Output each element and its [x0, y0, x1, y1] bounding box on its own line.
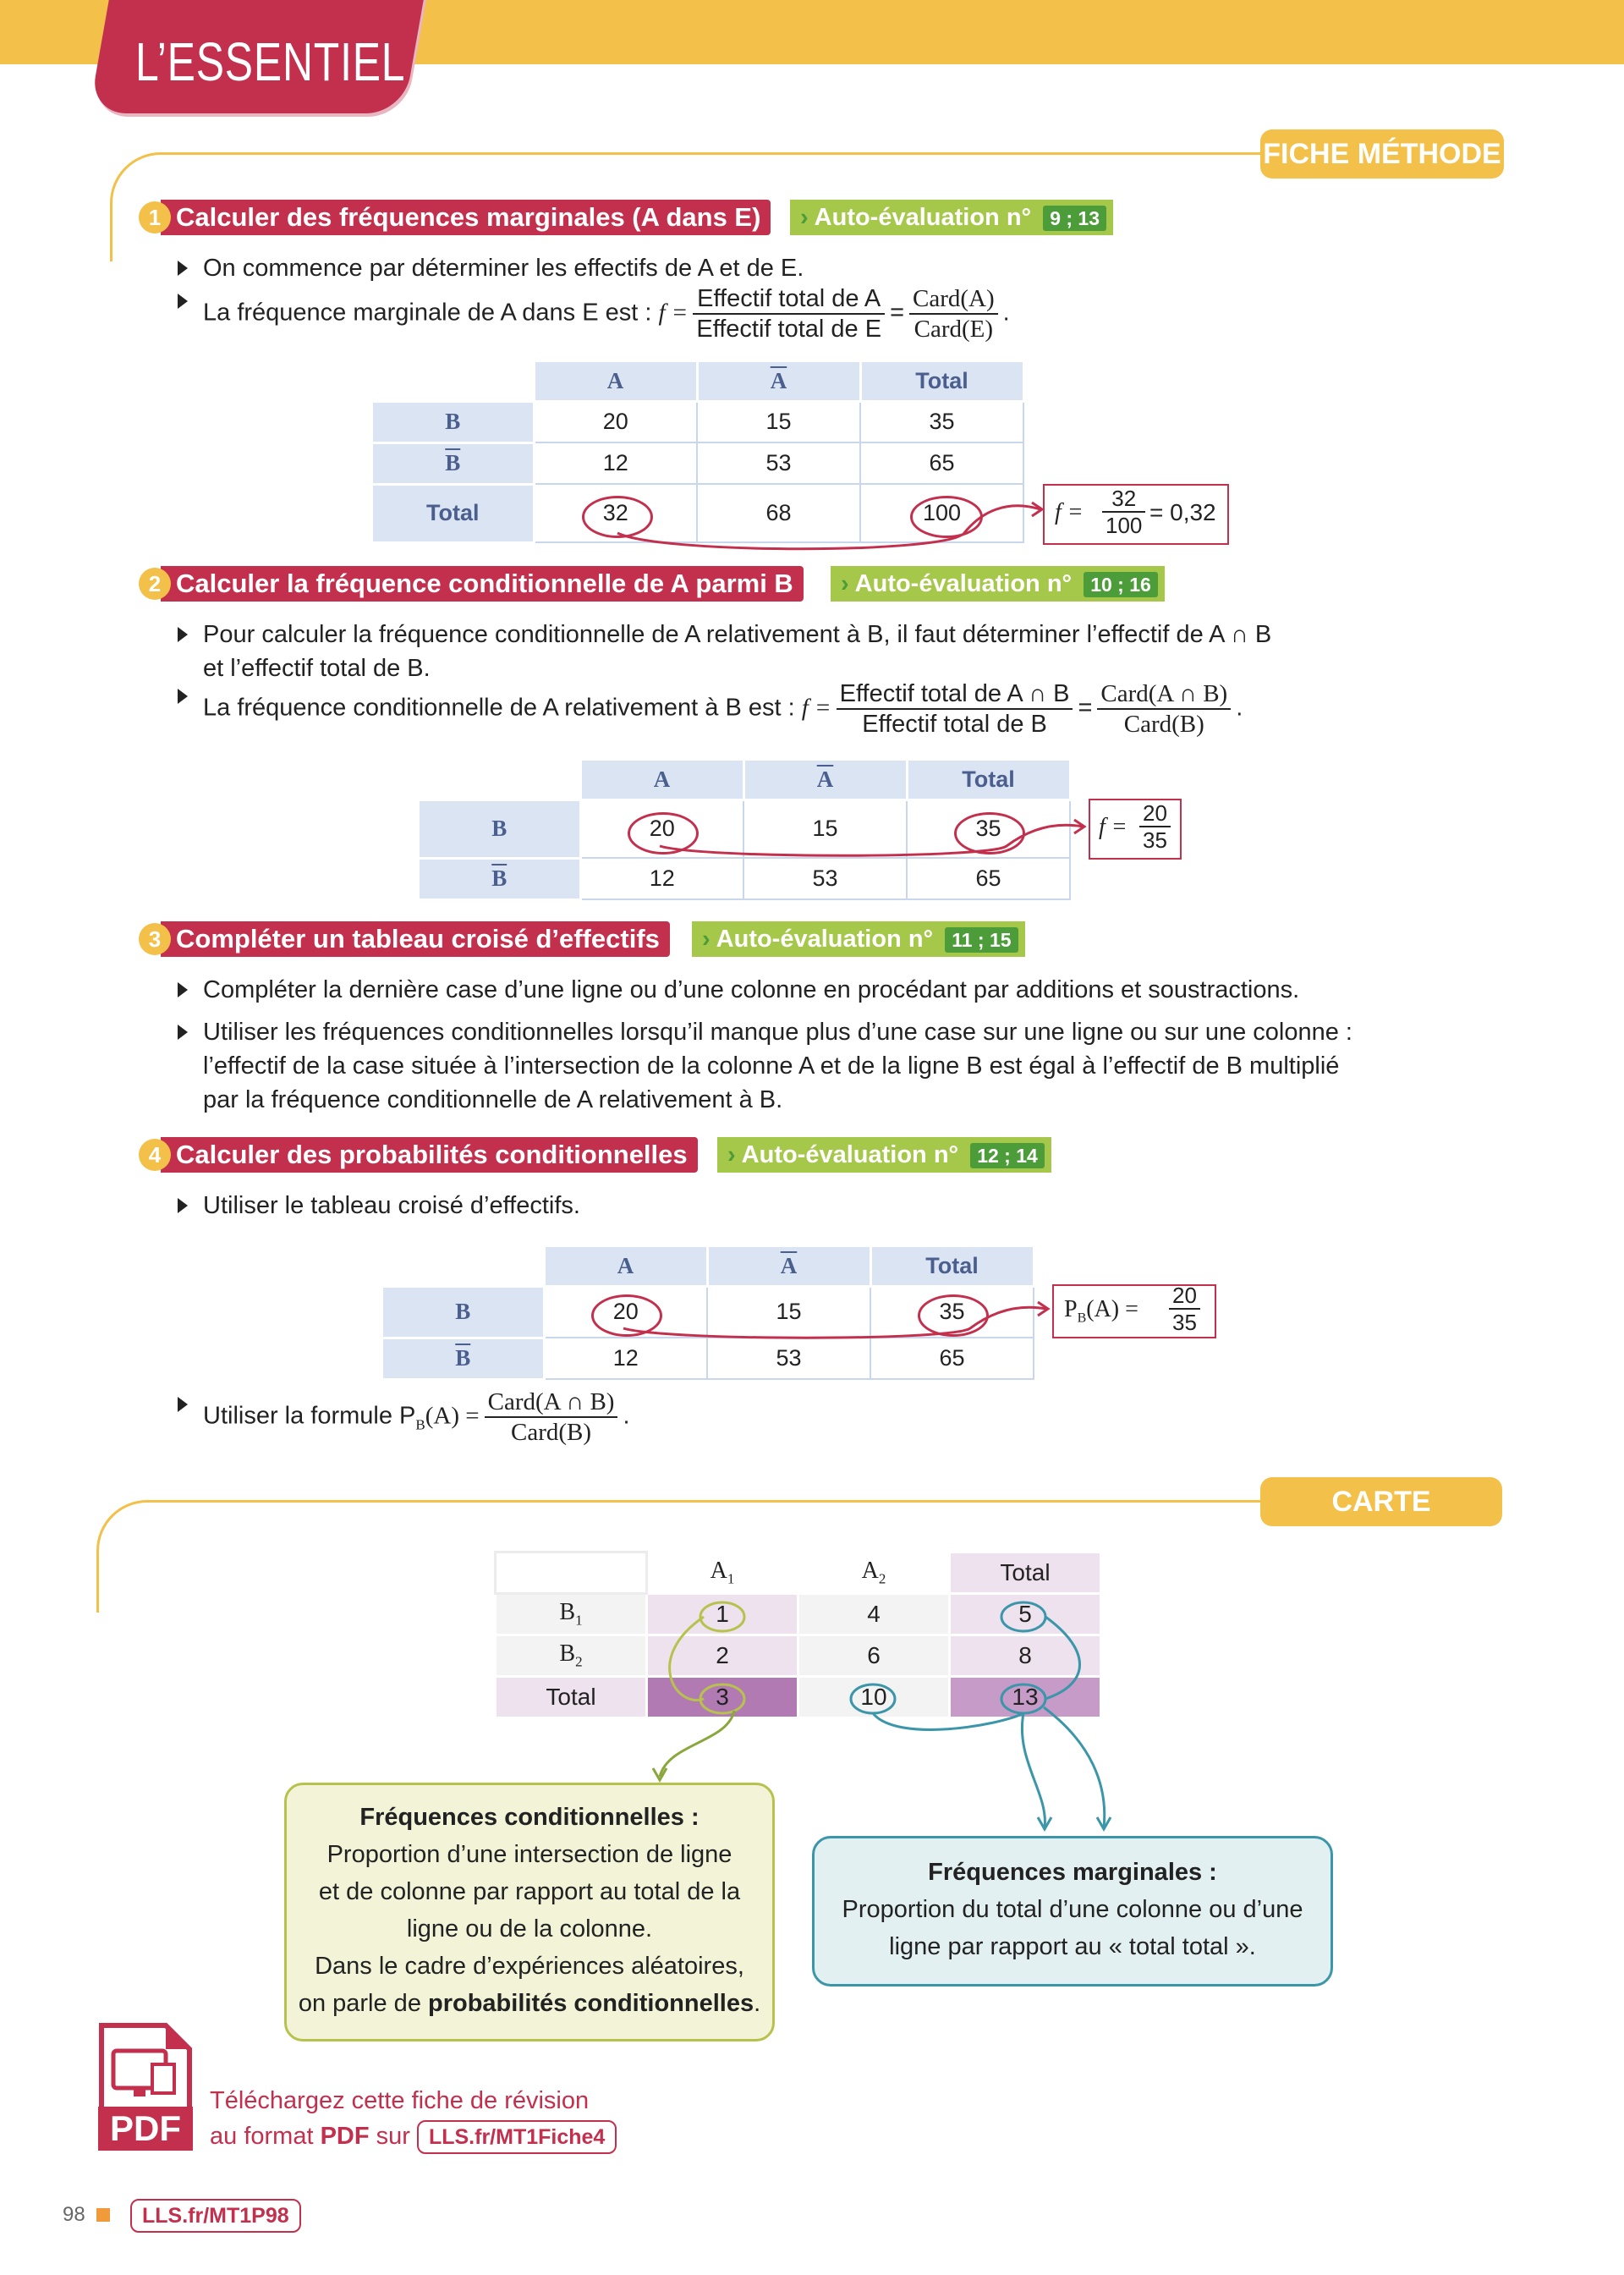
- cond-line: [287, 1985, 772, 2022]
- s2-frac-1-den: Effectif total de B: [862, 711, 1047, 738]
- mental-col-header: Total: [950, 1552, 1101, 1594]
- table-cell: 53: [707, 1338, 870, 1379]
- s1-bullet-2-text: La fréquence marginale de A dans E est :: [203, 299, 652, 327]
- s4-bullet-2-arg: (A) =: [425, 1402, 480, 1430]
- table-cell: 68: [697, 484, 860, 542]
- s1-frac-2-num: Card(A): [909, 284, 998, 315]
- pdf-line-2c: sur: [369, 2123, 410, 2150]
- chevron-right-icon: ›: [727, 1141, 736, 1168]
- footer-link[interactable]: LLS.fr/MT1P98: [130, 2199, 301, 2233]
- s1-res-den: 100: [1106, 513, 1143, 538]
- s2-bullet-1-line-2: et l’effectif total de B.: [203, 655, 431, 682]
- mental-row-sub: 1: [575, 1612, 583, 1629]
- s2-res-f: f =: [1099, 814, 1127, 840]
- s1-bullet-1: On commence par déterminer les effectifs de A et de E.: [203, 251, 804, 285]
- chevron-right-icon: ›: [702, 926, 710, 953]
- auto-eval-label: Auto-évaluation n°: [741, 1141, 959, 1168]
- mental-row-header: Total: [496, 1677, 647, 1718]
- pdf-icon-label: PDF: [110, 2108, 181, 2148]
- s3-bullet-1: Compléter la dernière case d’une ligne ou d’une colonne en procédant par additions et soustractions.: [203, 973, 1299, 1007]
- s4-bullet-2-sub: B: [415, 1416, 425, 1433]
- auto-eval-refs: 12 ; 14: [970, 1143, 1045, 1168]
- mental-col-sub: 1: [727, 1570, 735, 1587]
- cond-title: Fréquences conditionnelles :: [359, 1804, 700, 1831]
- table-cell: 15: [697, 401, 860, 442]
- col-header: Total: [870, 1246, 1034, 1287]
- col-header: $\overline{A}$: [743, 760, 907, 800]
- auto-eval-refs: 10 ; 16: [1084, 572, 1158, 597]
- table-cell: 65: [860, 442, 1023, 484]
- row-header: $\overline{B}$: [419, 858, 581, 899]
- s4-res-num: 20: [1169, 1283, 1200, 1310]
- s1-res-f: f =: [1055, 499, 1084, 525]
- table-cell: 53: [743, 858, 907, 899]
- page-number: 98: [63, 2203, 85, 2226]
- col-header: A: [580, 760, 743, 800]
- mental-cell: 13: [950, 1677, 1101, 1718]
- s3-bullet-2-line-1: Utiliser les fréquences conditionnelles lorsqu’il manque plus d’une case sur une ligne ou sur une colonne :: [203, 1019, 1352, 1046]
- section-3-number: 3: [139, 923, 171, 955]
- section-4-title: Calculer des probabilités conditionnelles: [161, 1137, 698, 1173]
- cond-line-5a: on parle de: [298, 1990, 428, 2017]
- s1-res-val: = 0,32: [1149, 499, 1216, 525]
- mental-cell: 1: [647, 1594, 798, 1635]
- carte-mentale-tag: CARTE MENTALE: [1260, 1477, 1502, 1526]
- table-cell: 65: [870, 1338, 1034, 1379]
- mental-col-sub: 2: [878, 1570, 886, 1587]
- s4-res-p-letter: P: [1064, 1296, 1078, 1322]
- s4-formula-num: Card(A ∩ B): [485, 1388, 618, 1418]
- auto-eval-label: Auto-évaluation n°: [716, 926, 934, 953]
- conditional-frequencies-bubble: [284, 1783, 775, 2041]
- s4-formula-den: Card(B): [511, 1419, 592, 1446]
- s2-frac-2-num: Card(A ∩ B): [1097, 679, 1231, 710]
- s2-bullet-2: La fréquence conditionnelle de A relativement à B est : f = $\frac{\text{Effectif total de A ∩ B}}{\text{Effectif total de B}}$ = $\frac{\text{Card(A ∩ B)}}{\text{Card(B)}}$ .: [203, 680, 1243, 738]
- col-header: Total: [860, 361, 1023, 402]
- s4-res-den: 35: [1172, 1310, 1197, 1335]
- pdf-link[interactable]: LLS.fr/MT1Fiche4: [417, 2120, 617, 2154]
- cond-line: ligne ou de la colonne.: [406, 1915, 653, 1943]
- mental-cell: 2: [647, 1635, 798, 1677]
- table-cell: 20: [580, 800, 743, 858]
- mental-col-header-label: A: [710, 1558, 727, 1585]
- table-cell: 15: [707, 1286, 870, 1338]
- s4-bullet-2-text: Utiliser la formule P: [203, 1402, 416, 1430]
- row-header: Total: [372, 484, 535, 542]
- auto-eval-label: Auto-évaluation n°: [814, 204, 1032, 231]
- cond-line-5c: .: [754, 1990, 761, 2017]
- mental-cell: 4: [798, 1594, 950, 1635]
- table-cell: 35: [907, 800, 1070, 858]
- table-cell: 12: [580, 858, 743, 899]
- s1-res-num: 32: [1102, 486, 1145, 513]
- chevron-right-icon: ›: [841, 570, 849, 597]
- table-cell: 15: [743, 800, 907, 858]
- table-cell: 35: [860, 401, 1023, 442]
- auto-eval-refs: 9 ; 13: [1043, 206, 1106, 231]
- col-header: Total: [907, 760, 1070, 800]
- mental-row-header-label: B: [559, 1599, 576, 1626]
- cond-line: Dans le cadre d’expériences aléatoires,: [315, 1953, 744, 1980]
- marginal-frequencies-bubble: [812, 1836, 1333, 1987]
- s4-res-sub: B: [1077, 1311, 1087, 1326]
- s1-bullet-2: La fréquence marginale de A dans E est : f = $\frac{\text{Effectif total de A}}{\text{Effectif total de E}}$ = $\frac{\text{Card(A)}}{\text{Card(E)}}$ .: [203, 285, 1010, 343]
- fiche-methode-tag: FICHE MÉTHODE: [1260, 129, 1504, 179]
- pdf-file-icon[interactable]: [98, 2022, 193, 2151]
- row-header: B: [372, 401, 535, 442]
- s2-bullet-2-text: La fréquence conditionnelle de A relativement à B est :: [203, 694, 795, 722]
- s2-frac-2-den: Card(B): [1123, 711, 1204, 738]
- section-4-number: 4: [139, 1139, 171, 1171]
- mental-cell: 3: [647, 1677, 798, 1718]
- table-cell: 32: [534, 484, 697, 542]
- table-cell: 100: [860, 484, 1023, 542]
- table-cell: 20: [544, 1286, 707, 1338]
- row-header: $\overline{B}$: [372, 442, 535, 484]
- pdf-line-2a: au format: [210, 2123, 321, 2150]
- pdf-line-2: [210, 2118, 617, 2154]
- col-header: A: [544, 1246, 707, 1287]
- s1-frac-1-num: Effectif total de A: [693, 284, 885, 315]
- chevron-right-icon: ›: [800, 204, 809, 231]
- page-title: L’ESSENTIEL: [135, 31, 406, 92]
- table-cell: 53: [697, 442, 860, 484]
- table-cell: 12: [544, 1338, 707, 1379]
- cond-line-5b: probabilités conditionnelles: [428, 1990, 754, 2017]
- marg-line: Proportion du total d’une colonne ou d’une: [842, 1896, 1303, 1923]
- table-cell: 35: [870, 1286, 1034, 1338]
- footer-square-icon: [96, 2208, 110, 2222]
- cond-line: et de colonne par rapport au total de la: [318, 1878, 741, 1905]
- section-2-title: Calculer la fréquence conditionnelle de A parmi B: [161, 566, 804, 602]
- s4-res-arg: (A) =: [1086, 1296, 1138, 1322]
- section-3-title: Compléter un tableau croisé d’effectifs: [161, 921, 670, 957]
- mental-cell: 8: [950, 1635, 1101, 1677]
- s4-bullet-1: Utiliser le tableau croisé d’effectifs.: [203, 1189, 580, 1223]
- mental-cell: 10: [798, 1677, 950, 1718]
- section-1-number: 1: [139, 201, 171, 234]
- s1-f: f =: [658, 299, 689, 327]
- pdf-download-text: [210, 2083, 617, 2154]
- section-1-title: Calculer des fréquences marginales (A dans E): [161, 200, 771, 235]
- row-header: B: [419, 800, 581, 858]
- s3-bullet-2-line-2: l’effectif de la case située à l’intersection de la colonne A et de la ligne B est égal à l’effectif de B multiplié: [203, 1052, 1340, 1080]
- s2-f: f =: [801, 694, 831, 722]
- pdf-line-2b: PDF: [320, 2123, 370, 2150]
- mental-cell: 6: [798, 1635, 950, 1677]
- table-cell: 65: [907, 858, 1070, 899]
- mental-row-header-label: B: [559, 1640, 576, 1668]
- s4-bullet-2: Utiliser la formule $P_B(A)$ = $\frac{\text{Card(A ∩ B)}}{\text{Card(B)}}$ .: [203, 1388, 630, 1446]
- row-header: B: [382, 1286, 545, 1338]
- row-header: $\overline{B}$: [382, 1338, 545, 1379]
- marg-line: ligne par rapport au « total total ».: [889, 1933, 1256, 1960]
- auto-eval-refs: 11 ; 15: [945, 927, 1018, 953]
- marg-title: Fréquences marginales :: [928, 1859, 1217, 1886]
- table-cell: 20: [534, 401, 697, 442]
- s2-res-den: 35: [1143, 827, 1167, 853]
- auto-eval-label: Auto-évaluation n°: [854, 570, 1073, 597]
- col-header: $\overline{A}$: [697, 361, 860, 402]
- cond-line: Proportion d’une intersection de ligne: [326, 1841, 732, 1868]
- mental-cell: 5: [950, 1594, 1101, 1635]
- col-header: $\overline{A}$: [707, 1246, 870, 1287]
- s1-frac-2-den: Card(E): [914, 316, 994, 343]
- mental-col-header-label: A: [861, 1558, 879, 1585]
- col-header: A: [534, 361, 697, 402]
- pdf-line-1: Téléchargez cette fiche de révision: [210, 2087, 590, 2114]
- s1-frac-1-den: Effectif total de E: [696, 316, 882, 343]
- s2-res-num: 20: [1139, 800, 1171, 827]
- table-cell: 12: [534, 442, 697, 484]
- s2-bullet-1-line-1: Pour calculer la fréquence conditionnelle de A relativement à B, il faut déterminer l’effectif de A ∩ B: [203, 621, 1272, 648]
- section-2-number: 2: [139, 568, 171, 600]
- s2-frac-1-num: Effectif total de A ∩ B: [837, 679, 1073, 710]
- mental-row-sub: 2: [575, 1653, 583, 1670]
- s3-bullet-2-line-3: par la fréquence conditionnelle de A relativement à B.: [203, 1086, 783, 1113]
